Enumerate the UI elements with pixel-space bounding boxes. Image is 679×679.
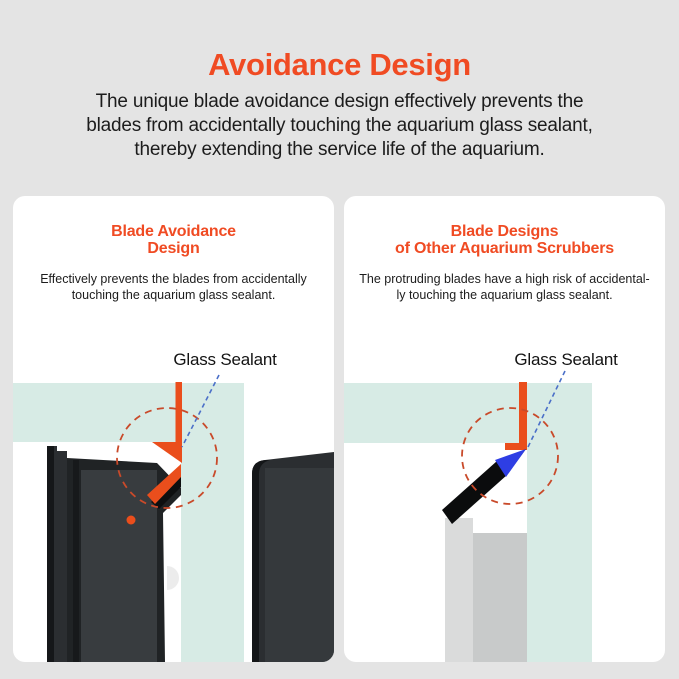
sealant-bead [176, 382, 183, 444]
glass-pane-horizontal [344, 383, 521, 443]
panel-description-line: The protruding blades have a high risk of accidental- [359, 272, 650, 286]
scrubber-face [81, 470, 157, 662]
illustration-other-scrubbers [344, 196, 665, 662]
scrubber-seam [73, 460, 79, 662]
card-blade-avoidance [13, 196, 334, 662]
header [0, 0, 679, 162]
subtitle-line: The unique blade avoidance design effectively prevents the [95, 91, 584, 112]
panel-description-line: Effectively prevents the blades from accidentally [40, 272, 307, 286]
card-other-scrubbers [344, 196, 665, 662]
scrubber-left-edge [47, 446, 54, 662]
panel-heading-line: Blade Designs [450, 223, 559, 240]
outer-magnet-face [265, 468, 334, 662]
glass-pane-vertical [527, 383, 592, 662]
subtitle-line: blades from accidentally touching the aquarium glass sealant, [86, 115, 593, 136]
glass-sealant-label: Glass Sealant [173, 350, 277, 369]
subtitle-line: thereby extending the service life of the aquarium. [134, 139, 545, 160]
panel-heading-line: Design [147, 239, 200, 257]
indicator-dot [127, 516, 136, 525]
panel-description-line: ly touching the aquarium glass sealant. [396, 287, 613, 302]
other-scrubber-column [445, 518, 473, 662]
illustration-avoidance [13, 196, 334, 662]
page-subtitle [0, 90, 679, 162]
other-scrubber-body [473, 533, 527, 662]
panel-heading-line: of Other Aquarium Scrubbers [395, 239, 614, 257]
page-title: Avoidance Design [208, 47, 471, 82]
sealant-fillet [152, 442, 182, 463]
glass-pane-vertical [181, 383, 244, 662]
panel-description-line: touching the aquarium glass sealant. [71, 287, 276, 302]
roller-wheel [167, 566, 179, 590]
panel-heading-line: Blade Avoidance [111, 223, 236, 240]
glass-sealant-label: Glass Sealant [514, 350, 618, 369]
